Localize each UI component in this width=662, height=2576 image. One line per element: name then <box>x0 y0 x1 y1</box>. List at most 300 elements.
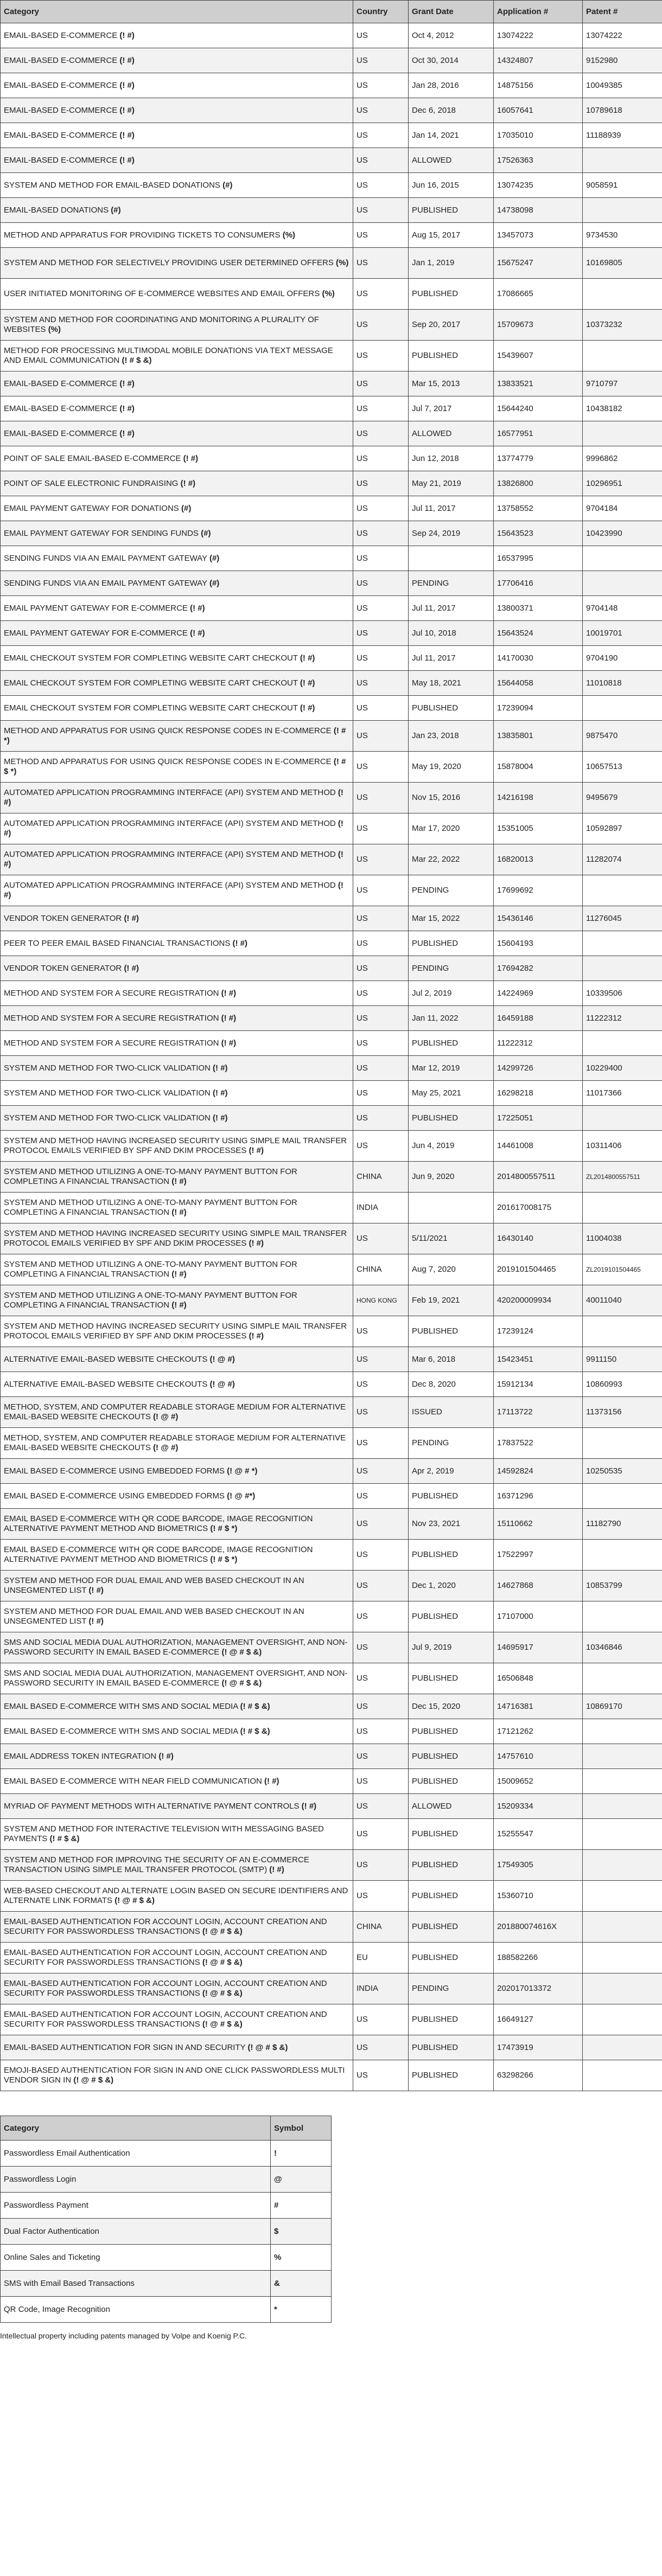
table-row <box>1 931 662 956</box>
patent-number-cell: 10346846 <box>583 1632 662 1663</box>
patent-title: EMAIL PAYMENT GATEWAY FOR E-COMMERCE <box>4 603 188 613</box>
grant-date-cell: Aug 7, 2020 <box>409 1254 494 1285</box>
patent-number-cell <box>583 1316 662 1347</box>
table-row <box>1 1794 662 1819</box>
application-number-cell: 17107000 <box>494 1601 583 1632</box>
table-row <box>1 2004 662 2035</box>
category-cell <box>1 1459 353 1484</box>
category-symbols: (! #) <box>119 155 135 165</box>
table-row <box>1 1484 662 1509</box>
category-symbols: (! @ # $ &) <box>202 1958 243 1967</box>
patent-title: EMAIL-BASED E-COMMERCE <box>4 428 118 438</box>
application-number-cell: 13074235 <box>494 173 583 198</box>
category-symbols: (! #) <box>4 881 343 900</box>
patent-title: POINT OF SALE ELECTRONIC FUNDRAISING <box>4 478 179 488</box>
table-row <box>1 1601 662 1632</box>
application-number-cell: 13758552 <box>494 496 583 521</box>
application-number-cell: 16577951 <box>494 421 583 446</box>
table-row <box>1 1943 662 1973</box>
grant-date-cell: Jul 11, 2017 <box>409 646 494 671</box>
patent-number-cell: 11188939 <box>583 123 662 148</box>
country-cell: US <box>353 1719 409 1744</box>
grant-date-cell: Sep 20, 2017 <box>409 310 494 341</box>
country-cell: US <box>353 1031 409 1056</box>
category-cell <box>1 752 353 783</box>
grant-date-cell: Nov 23, 2021 <box>409 1509 494 1540</box>
application-number-cell: 15436146 <box>494 906 583 931</box>
header-patent-number: Patent # <box>583 1 662 23</box>
grant-date-cell: ALLOWED <box>409 148 494 173</box>
patent-title: EMAIL-BASED E-COMMERCE <box>4 105 118 115</box>
grant-date-cell: May 19, 2020 <box>409 752 494 783</box>
application-number-cell: 15878004 <box>494 752 583 783</box>
application-number-cell: 13826800 <box>494 471 583 496</box>
application-number-cell: 15439607 <box>494 341 583 371</box>
legend-category: Dual Factor Authentication <box>1 2219 271 2245</box>
application-number-cell: 16459188 <box>494 1006 583 1031</box>
table-row <box>1 496 662 521</box>
application-number-cell: 15255547 <box>494 1819 583 1850</box>
category-cell <box>1 571 353 596</box>
patent-number-cell <box>583 148 662 173</box>
patent-title: AUTOMATED APPLICATION PROGRAMMING INTERFACE (API) SYSTEM AND METHOD <box>4 788 336 797</box>
patent-title: EMAIL-BASED E-COMMERCE <box>4 403 118 413</box>
category-symbols: (%) <box>322 289 335 298</box>
legend-row <box>1 2141 332 2167</box>
category-symbols: (#) <box>209 578 220 588</box>
country-cell: US <box>353 1601 409 1632</box>
category-cell <box>1 1632 353 1663</box>
table-row <box>1 198 662 223</box>
application-number-cell: 17086665 <box>494 279 583 310</box>
patent-title: ALTERNATIVE EMAIL-BASED WEBSITE CHECKOUTS <box>4 1354 208 1364</box>
table-row <box>1 1285 662 1316</box>
category-cell <box>1 1943 353 1973</box>
legend-category: SMS with Email Based Transactions <box>1 2271 271 2297</box>
application-number-cell: 17522997 <box>494 1540 583 1571</box>
grant-date-cell: PENDING <box>409 1428 494 1459</box>
grant-date-cell: Jan 23, 2018 <box>409 721 494 752</box>
table-row <box>1 223 662 248</box>
grant-date-cell: PUBLISHED <box>409 696 494 721</box>
country-cell: US <box>353 1819 409 1850</box>
patent-number-cell <box>583 1484 662 1509</box>
patent-title: EMAIL CHECKOUT SYSTEM FOR COMPLETING WEBSITE CART CHECKOUT <box>4 653 298 663</box>
application-number-cell: 17706416 <box>494 571 583 596</box>
patent-title: WEB-BASED CHECKOUT AND ALTERNATE LOGIN BASED ON SECURE IDENTIFIERS AND ALTERNATE LINK FORMATS <box>4 1886 348 1905</box>
category-symbols: (! #) <box>301 1801 317 1811</box>
grant-date-cell: Jan 1, 2019 <box>409 248 494 279</box>
grant-date-cell: Apr 2, 2019 <box>409 1459 494 1484</box>
country-cell: US <box>353 752 409 783</box>
grant-date-cell: 5/11/2021 <box>409 1223 494 1254</box>
grant-date-cell: PUBLISHED <box>409 1540 494 1571</box>
legend-category: Online Sales and Ticketing <box>1 2245 271 2271</box>
country-cell: US <box>353 471 409 496</box>
country-cell: US <box>353 671 409 696</box>
patent-number-cell: 10423990 <box>583 521 662 546</box>
grant-date-cell: Dec 8, 2020 <box>409 1372 494 1397</box>
table-row <box>1 48 662 73</box>
category-symbols: (! # $ *) <box>210 1555 238 1564</box>
patent-title: USER INITIATED MONITORING OF E-COMMERCE WEBSITES AND EMAIL OFFERS <box>4 289 320 298</box>
country-cell: US <box>353 1006 409 1031</box>
table-row <box>1 1663 662 1694</box>
category-cell <box>1 496 353 521</box>
country-cell: US <box>353 421 409 446</box>
table-row <box>1 98 662 123</box>
country-cell: US <box>353 2004 409 2035</box>
legend-category: Passwordless Email Authentication <box>1 2141 271 2167</box>
country-cell: US <box>353 813 409 844</box>
category-cell <box>1 875 353 906</box>
patent-title: EMAIL BASED E-COMMERCE WITH SMS AND SOCIAL MEDIA <box>4 1726 238 1736</box>
application-number-cell: 16506848 <box>494 1663 583 1694</box>
application-number-cell: 15009652 <box>494 1769 583 1794</box>
application-number-cell: 17239094 <box>494 696 583 721</box>
table-row <box>1 446 662 471</box>
category-symbols: (! #) <box>119 428 135 438</box>
patent-title: METHOD AND SYSTEM FOR A SECURE REGISTRATION <box>4 1038 219 1048</box>
patent-number-cell <box>583 198 662 223</box>
category-cell <box>1 1285 353 1316</box>
country-cell: HONG KONG <box>353 1285 409 1316</box>
category-cell <box>1 1601 353 1632</box>
grant-date-cell: Mar 22, 2022 <box>409 844 494 875</box>
patent-title: SYSTEM AND METHOD FOR TWO-CLICK VALIDATION <box>4 1113 211 1123</box>
patent-number-cell: 9495679 <box>583 783 662 813</box>
category-symbols: (! #) <box>249 1146 264 1155</box>
table-row <box>1 396 662 421</box>
category-symbols: (! #) <box>119 130 135 140</box>
patent-title: MYRIAD OF PAYMENT METHODS WITH ALTERNATIVE PAYMENT CONTROLS <box>4 1801 300 1811</box>
patent-number-cell: 10373232 <box>583 310 662 341</box>
category-cell <box>1 2035 353 2060</box>
category-cell <box>1 1571 353 1601</box>
patent-title: EMAIL-BASED E-COMMERCE <box>4 55 118 65</box>
grant-date-cell <box>409 546 494 571</box>
application-number-cell: 15110662 <box>494 1509 583 1540</box>
table-row <box>1 1162 662 1193</box>
application-number-cell: 17225051 <box>494 1106 583 1131</box>
category-symbols: (! #) <box>213 1088 228 1098</box>
country-cell: US <box>353 2035 409 2060</box>
patent-number-cell <box>583 1663 662 1694</box>
category-symbols: (! #) <box>264 1776 279 1786</box>
application-number-cell: 63298266 <box>494 2060 583 2091</box>
category-cell <box>1 471 353 496</box>
category-symbols: (! #) <box>221 988 237 998</box>
patent-number-cell: 10869170 <box>583 1694 662 1719</box>
grant-date-cell: PUBLISHED <box>409 1744 494 1769</box>
application-number-cell: 17837522 <box>494 1428 583 1459</box>
category-cell <box>1 1106 353 1131</box>
category-cell <box>1 1347 353 1372</box>
patent-number-cell <box>583 1819 662 1850</box>
country-cell: US <box>353 1223 409 1254</box>
patent-number-cell <box>583 1943 662 1973</box>
application-number-cell: 16057641 <box>494 98 583 123</box>
country-cell: US <box>353 1571 409 1601</box>
category-symbols: (#) <box>209 553 220 563</box>
grant-date-cell: PUBLISHED <box>409 1484 494 1509</box>
country-cell: US <box>353 73 409 98</box>
category-cell <box>1 1006 353 1031</box>
application-number-cell: 17239124 <box>494 1316 583 1347</box>
patent-number-cell: 9996862 <box>583 446 662 471</box>
table-row <box>1 1973 662 2004</box>
country-cell: US <box>353 1540 409 1571</box>
grant-date-cell: PUBLISHED <box>409 1663 494 1694</box>
table-row <box>1 1694 662 1719</box>
patent-title: EMAIL-BASED E-COMMERCE <box>4 80 118 90</box>
patent-title: METHOD, SYSTEM, AND COMPUTER READABLE STORAGE MEDIUM FOR ALTERNATIVE EMAIL-BASED WEBSITE CHECKOUTS <box>4 1402 346 1421</box>
table-row <box>1 371 662 396</box>
grant-date-cell: Aug 15, 2017 <box>409 223 494 248</box>
grant-date-cell: PUBLISHED <box>409 341 494 371</box>
category-cell <box>1 248 353 279</box>
country-cell: INDIA <box>353 1973 409 2004</box>
category-cell <box>1 148 353 173</box>
table-row <box>1 248 662 279</box>
category-cell <box>1 173 353 198</box>
category-symbols: (! #) <box>190 603 205 613</box>
table-row <box>1 1031 662 1056</box>
patent-title: SYSTEM AND METHOD UTILIZING A ONE-TO-MANY PAYMENT BUTTON FOR COMPLETING A FINANCIAL TRANSACTION <box>4 1291 297 1310</box>
patent-number-cell <box>583 1744 662 1769</box>
country-cell: US <box>353 2060 409 2091</box>
grant-date-cell: Dec 6, 2018 <box>409 98 494 123</box>
category-cell <box>1 931 353 956</box>
application-number-cell: 14324807 <box>494 48 583 73</box>
patent-title: SYSTEM AND METHOD FOR IMPROVING THE SECURITY OF AN E-COMMERCE TRANSACTION USING SIMPLE MAIL TRANSFER PROTOCOL (SMTP) <box>4 1855 309 1874</box>
category-cell <box>1 2060 353 2091</box>
application-number-cell: 17473919 <box>494 2035 583 2060</box>
patent-title: METHOD AND APPARATUS FOR PROVIDING TICKETS TO CONSUMERS <box>4 230 281 240</box>
patent-title: VENDOR TOKEN GENERATOR <box>4 963 122 973</box>
patent-number-cell <box>583 2060 662 2091</box>
application-number-cell: 17526363 <box>494 148 583 173</box>
category-symbols: (! #) <box>213 1063 228 1073</box>
legend-category: QR Code, Image Recognition <box>1 2297 271 2323</box>
category-symbols: (! #) <box>119 105 135 115</box>
patent-number-cell <box>583 1912 662 1943</box>
category-symbols: (! #) <box>158 1751 174 1761</box>
patent-number-cell <box>583 1881 662 1912</box>
table-row <box>1 1081 662 1106</box>
country-cell: US <box>353 1316 409 1347</box>
grant-date-cell: PENDING <box>409 956 494 981</box>
patent-number-cell: 9704148 <box>583 596 662 621</box>
application-number-cell: 420200009934 <box>494 1285 583 1316</box>
patent-number-cell: 10438182 <box>583 396 662 421</box>
patent-title: EMAIL-BASED AUTHENTICATION FOR ACCOUNT LOGIN, ACCOUNT CREATION AND SECURITY FOR PASSWORDLESS TRANSACTIONS <box>4 1917 327 1936</box>
category-cell <box>1 198 353 223</box>
table-row <box>1 1006 662 1031</box>
patent-title: EMAIL-BASED AUTHENTICATION FOR ACCOUNT LOGIN, ACCOUNT CREATION AND SECURITY FOR PASSWORDLESS TRANSACTIONS <box>4 1979 327 1998</box>
application-number-cell: 17699692 <box>494 875 583 906</box>
header-country: Country <box>353 1 409 23</box>
country-cell: CHINA <box>353 1162 409 1193</box>
application-number-cell: 14757610 <box>494 1744 583 1769</box>
application-number-cell: 16820013 <box>494 844 583 875</box>
category-symbols: (! #) <box>232 938 247 948</box>
application-number-cell: 15604193 <box>494 931 583 956</box>
table-row <box>1 1632 662 1663</box>
application-number-cell: 14170030 <box>494 646 583 671</box>
application-number-cell: 201617008175 <box>494 1193 583 1223</box>
patent-title: EMAIL PAYMENT GATEWAY FOR E-COMMERCE <box>4 628 188 638</box>
patent-title: VENDOR TOKEN GENERATOR <box>4 913 122 923</box>
patent-number-cell: 10860993 <box>583 1372 662 1397</box>
country-cell: US <box>353 198 409 223</box>
application-number-cell: 17549305 <box>494 1850 583 1881</box>
application-number-cell: 201880074616X <box>494 1912 583 1943</box>
patent-number-cell <box>583 1540 662 1571</box>
table-row <box>1 1223 662 1254</box>
category-cell <box>1 646 353 671</box>
grant-date-cell: PUBLISHED <box>409 198 494 223</box>
country-cell: US <box>353 1850 409 1881</box>
country-cell: US <box>353 98 409 123</box>
patent-title: METHOD AND SYSTEM FOR A SECURE REGISTRATION <box>4 988 219 998</box>
patent-number-cell: ZL2019101504465 <box>583 1254 662 1285</box>
country-cell: US <box>353 621 409 646</box>
category-symbols: (! #) <box>4 850 343 869</box>
country-cell: US <box>353 956 409 981</box>
country-cell: US <box>353 223 409 248</box>
patent-number-cell <box>583 1106 662 1131</box>
category-symbols: (! #) <box>124 913 139 923</box>
table-row <box>1 1744 662 1769</box>
grant-date-cell: May 21, 2019 <box>409 471 494 496</box>
grant-date-cell: ALLOWED <box>409 1794 494 1819</box>
patent-title: SYSTEM AND METHOD HAVING INCREASED SECURITY USING SIMPLE MAIL TRANSFER PROTOCOL EMAILS VERIFIED BY SPF AND DKIM PROCESSES <box>4 1136 347 1155</box>
table-row <box>1 1850 662 1881</box>
table-row <box>1 546 662 571</box>
application-number-cell: 15643524 <box>494 621 583 646</box>
table-row <box>1 1131 662 1162</box>
legend-symbol: * <box>271 2297 332 2323</box>
category-cell <box>1 1694 353 1719</box>
grant-date-cell: Jun 16, 2015 <box>409 173 494 198</box>
patent-number-cell <box>583 571 662 596</box>
table-row <box>1 1193 662 1223</box>
country-cell: US <box>353 279 409 310</box>
patent-number-cell <box>583 1769 662 1794</box>
category-symbols: (! #) <box>249 1239 264 1248</box>
table-row <box>1 981 662 1006</box>
category-symbols: (! @ #) <box>209 1379 235 1389</box>
patent-title: EMAIL-BASED AUTHENTICATION FOR ACCOUNT LOGIN, ACCOUNT CREATION AND SECURITY FOR PASSWORDLESS TRANSACTIONS <box>4 1948 327 1967</box>
table-row <box>1 696 662 721</box>
application-number-cell: 14592824 <box>494 1459 583 1484</box>
category-cell <box>1 1744 353 1769</box>
category-symbols: (! @ # $ &) <box>202 1927 243 1936</box>
table-row <box>1 471 662 496</box>
patent-number-cell <box>583 931 662 956</box>
patent-title: SYSTEM AND METHOD HAVING INCREASED SECURITY USING SIMPLE MAIL TRANSFER PROTOCOL EMAILS VERIFIED BY SPF AND DKIM PROCESSES <box>4 1229 347 1248</box>
patent-title: PEER TO PEER EMAIL BASED FINANCIAL TRANSACTIONS <box>4 938 231 948</box>
category-cell <box>1 671 353 696</box>
table-row <box>1 23 662 48</box>
category-cell <box>1 1131 353 1162</box>
table-row <box>1 2035 662 2060</box>
patent-number-cell: 9734530 <box>583 223 662 248</box>
patent-title: METHOD AND APPARATUS FOR USING QUICK RESPONSE CODES IN E-COMMERCE <box>4 726 332 735</box>
patent-title: EMAIL BASED E-COMMERCE WITH SMS AND SOCIAL MEDIA <box>4 1701 238 1711</box>
application-number-cell: 15360710 <box>494 1881 583 1912</box>
country-cell: US <box>353 1428 409 1459</box>
patent-title: SYSTEM AND METHOD UTILIZING A ONE-TO-MANY PAYMENT BUTTON FOR COMPLETING A FINANCIAL TRANSACTION <box>4 1167 297 1186</box>
country-cell: US <box>353 248 409 279</box>
country-cell: US <box>353 1881 409 1912</box>
category-cell <box>1 23 353 48</box>
category-cell <box>1 813 353 844</box>
grant-date-cell: PENDING <box>409 1973 494 2004</box>
application-number-cell: 15423451 <box>494 1347 583 1372</box>
grant-date-cell: Jun 9, 2020 <box>409 1162 494 1193</box>
category-cell <box>1 1031 353 1056</box>
application-number-cell: 13457073 <box>494 223 583 248</box>
category-cell <box>1 1056 353 1081</box>
category-cell <box>1 1193 353 1223</box>
legend-row <box>1 2193 332 2219</box>
table-row <box>1 571 662 596</box>
application-number-cell: 188582266 <box>494 1943 583 1973</box>
patent-number-cell <box>583 421 662 446</box>
grant-date-cell: Jun 4, 2019 <box>409 1131 494 1162</box>
patent-title: EMAIL CHECKOUT SYSTEM FOR COMPLETING WEBSITE CART CHECKOUT <box>4 703 298 713</box>
grant-date-cell: PUBLISHED <box>409 1769 494 1794</box>
patent-number-cell <box>583 2035 662 2060</box>
table-row <box>1 783 662 813</box>
grant-date-cell: Feb 19, 2021 <box>409 1285 494 1316</box>
category-cell <box>1 310 353 341</box>
application-number-cell: 14875156 <box>494 73 583 98</box>
application-number-cell: 17113722 <box>494 1397 583 1428</box>
patent-title: EMAIL PAYMENT GATEWAY FOR DONATIONS <box>4 503 179 513</box>
category-symbols: (! #) <box>249 1331 264 1341</box>
grant-date-cell: Jul 11, 2017 <box>409 496 494 521</box>
category-symbols: (! # $ &) <box>240 1701 270 1711</box>
patent-title: AUTOMATED APPLICATION PROGRAMMING INTERFACE (API) SYSTEM AND METHOD <box>4 819 336 828</box>
category-symbols: (! #) <box>180 478 196 488</box>
patent-number-cell: 10339506 <box>583 981 662 1006</box>
table-row <box>1 1540 662 1571</box>
patent-number-cell: 11276045 <box>583 906 662 931</box>
category-symbols: (! @ #) <box>209 1354 235 1364</box>
country-cell: INDIA <box>353 1193 409 1223</box>
category-symbols: (! #) <box>300 653 315 663</box>
patent-number-cell <box>583 1428 662 1459</box>
category-cell <box>1 1819 353 1850</box>
grant-date-cell: Dec 1, 2020 <box>409 1571 494 1601</box>
application-number-cell: 2019101504465 <box>494 1254 583 1285</box>
table-row <box>1 1254 662 1285</box>
category-cell <box>1 1719 353 1744</box>
country-cell: US <box>353 1081 409 1106</box>
category-cell <box>1 371 353 396</box>
grant-date-cell: Dec 15, 2020 <box>409 1694 494 1719</box>
application-number-cell: 13800371 <box>494 596 583 621</box>
patent-title: EMAIL PAYMENT GATEWAY FOR SENDING FUNDS <box>4 528 199 538</box>
patent-title: EMAIL ADDRESS TOKEN INTEGRATION <box>4 1751 157 1761</box>
country-cell: US <box>353 844 409 875</box>
category-symbols: (! #) <box>269 1865 284 1874</box>
grant-date-cell: Mar 17, 2020 <box>409 813 494 844</box>
patent-title: SYSTEM AND METHOD HAVING INCREASED SECURITY USING SIMPLE MAIL TRANSFER PROTOCOL EMAILS VERIFIED BY SPF AND DKIM PROCESSES <box>4 1322 347 1341</box>
